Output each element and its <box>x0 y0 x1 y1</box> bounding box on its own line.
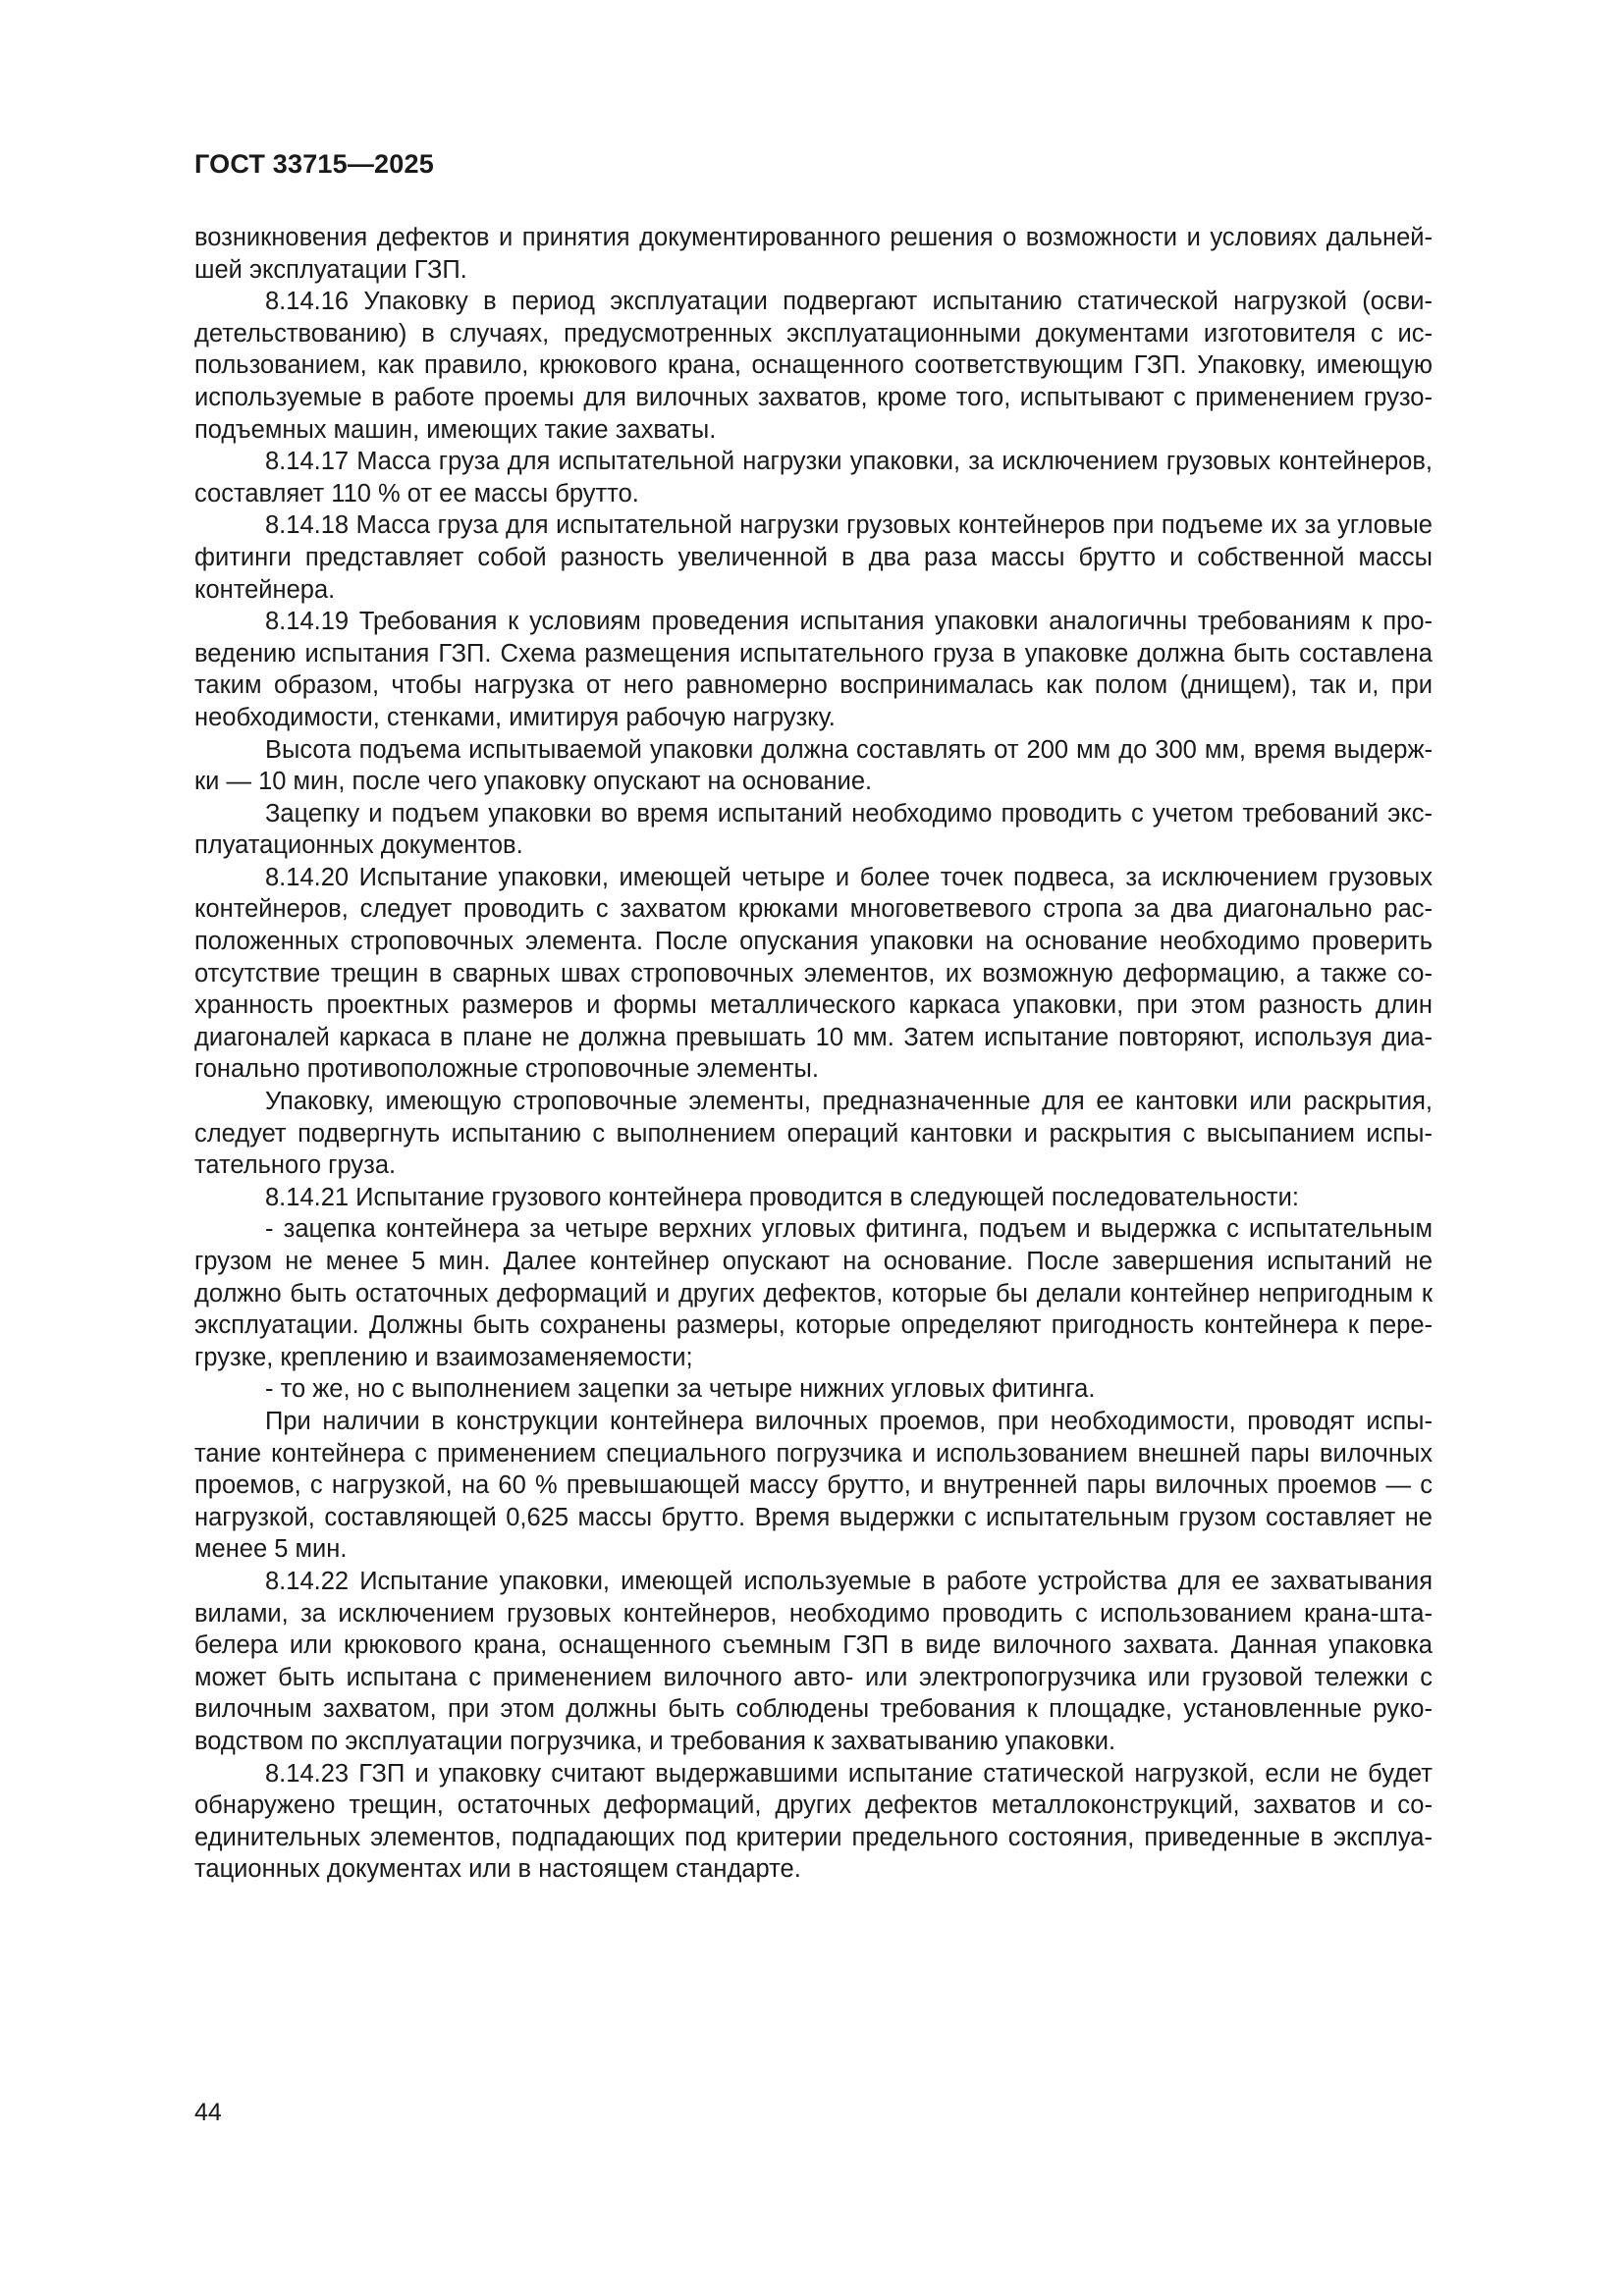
paragraph: возникновения дефектов и принятия документированного решения о возможности и условиях дальнейшей эксплуатации ГЗП. <box>194 224 1433 284</box>
page-number: 44 <box>194 2099 222 2126</box>
paragraph: 8.14.21 Испытание грузового контейнера проводится в следующей последовательности: <box>265 1183 1299 1211</box>
paragraph: Упаковку, имеющую строповочные элементы, предназначенные для ее кантовки или раскрытия, следует подвергнуть испытанию с выполнением операций кантовки и раскрытия с высыпанием испытательного груза. <box>194 1088 1433 1180</box>
paragraph: Зацепку и подъем упаковки во время испытаний необходимо проводить с учетом требований эксплуатационных документов. <box>194 799 1433 860</box>
paragraph: 8.14.20 Испытание упаковки, имеющей четыре и более точек подвеса, за исключением грузовых контейнеров, следует проводить с захватом крюками многоветвевого стропа за два диагонально расположенных строповочных элемента. После опускания упаковки на основание необходимо проверить отсутствие трещин в сварных швах строповочных элементов, их возможную деформацию, а также сохранность проектных размеров и формы металлического каркаса упаковки, при этом разность длин диагоналей каркаса в плане не должна превышать 10 мм. Затем испытание повторяют, используя диагонально противоположные строповочные элементы. <box>194 863 1433 1084</box>
document-header: ГОСТ 33715—2025 <box>194 149 434 179</box>
paragraph: Высота подъема испытываемой упаковки должна составлять от 200 мм до 300 мм, время выдержки — 10 мин, после чего упаковку опускают на основание. <box>194 735 1433 796</box>
paragraph: 8.14.16 Упаковку в период эксплуатации подвергают испытанию статической нагрузкой (освидетельствованию) в случаях, предусмотренных эксплуатационными документами изготовителя с использованием, как правило, крюкового крана, оснащенного соответствующим ГЗП. Упаковку, имеющую используемые в работе проемы для вилочных захватов, кроме того, испытывают с применением грузоподъемных машин, имеющих такие захваты. <box>194 288 1433 444</box>
paragraph: При наличии в конструкции контейнера вилочных проемов, при необходимости, проводят испытание контейнера с применением специального погрузчика и использованием внешней пары вилочных проемов, с нагрузкой, на 60 % превышающей массу брутто, и внутренней пары вилочных проемов — с нагрузкой, составляющей 0,625 массы брутто. Время выдержки с испытательным грузом составляет не менее 5 мин. <box>194 1407 1433 1564</box>
paragraph: 8.14.17 Масса груза для испытательной нагрузки упаковки, за исключением грузовых контейнеров, составляет 110 % от ее массы брутто. <box>194 448 1433 507</box>
paragraph: 8.14.19 Требования к условиям проведения испытания упаковки аналогичны требованиям к проведению испытания ГЗП. Схема размещения испытательного груза в упаковке должна быть составлена таким образом, чтобы нагрузка от него равномерно воспринималась как полом (днищем), так и, при необходимости, стенками, имитируя рабочую нагрузку. <box>194 608 1433 731</box>
paragraph: - зацепка контейнера за четыре верхних угловых фитинга, подъем и выдержка с испытательным грузом не менее 5 мин. Далее контейнер опускают на основание. После завершения испытаний не должно быть остаточных деформаций и других дефектов, которые бы делали контейнер непригодным к эксплуатации. Должны быть сохранены размеры, которые определяют пригодность контейнера к перегрузке, креплению и взаимозаменяемости; <box>194 1215 1433 1371</box>
paragraph: 8.14.23 ГЗП и упаковку считают выдержавшими испытание статической нагрузкой, если не будет обнаружено трещин, остаточных деформаций, других дефектов металлоконструкций, захватов и соединительных элементов, подпадающих под критерии предельного состояния, приведенные в эксплуатационных документах или в настоящем стандарте. <box>194 1759 1433 1884</box>
paragraph: - то же, но с выполнением зацепки за четыре нижних угловых фитинга. <box>265 1375 1096 1404</box>
document-body <box>194 222 1433 1886</box>
paragraph: 8.14.18 Масса груза для испытательной нагрузки грузовых контейнеров при подъеме их за угловые фитинги представляет собой разность увеличенной в два раза массы брутто и собственной массы контейнера. <box>194 511 1433 604</box>
paragraph: 8.14.22 Испытание упаковки, имеющей используемые в работе устройства для ее захватывания вилами, за исключением грузовых контейнеров, необходимо проводить с использованием крана-штабелера или крюкового крана, оснащенного съемным ГЗП в виде вилочного захвата. Данная упаковка может быть испытана с применением вилочного авто- или электропогрузчика или грузовой тележки с вилочным захватом, при этом должны быть соблюдены требования к площадке, установленные руководством по эксплуатации погрузчика, и требования к захватыванию упаковки. <box>194 1567 1433 1755</box>
